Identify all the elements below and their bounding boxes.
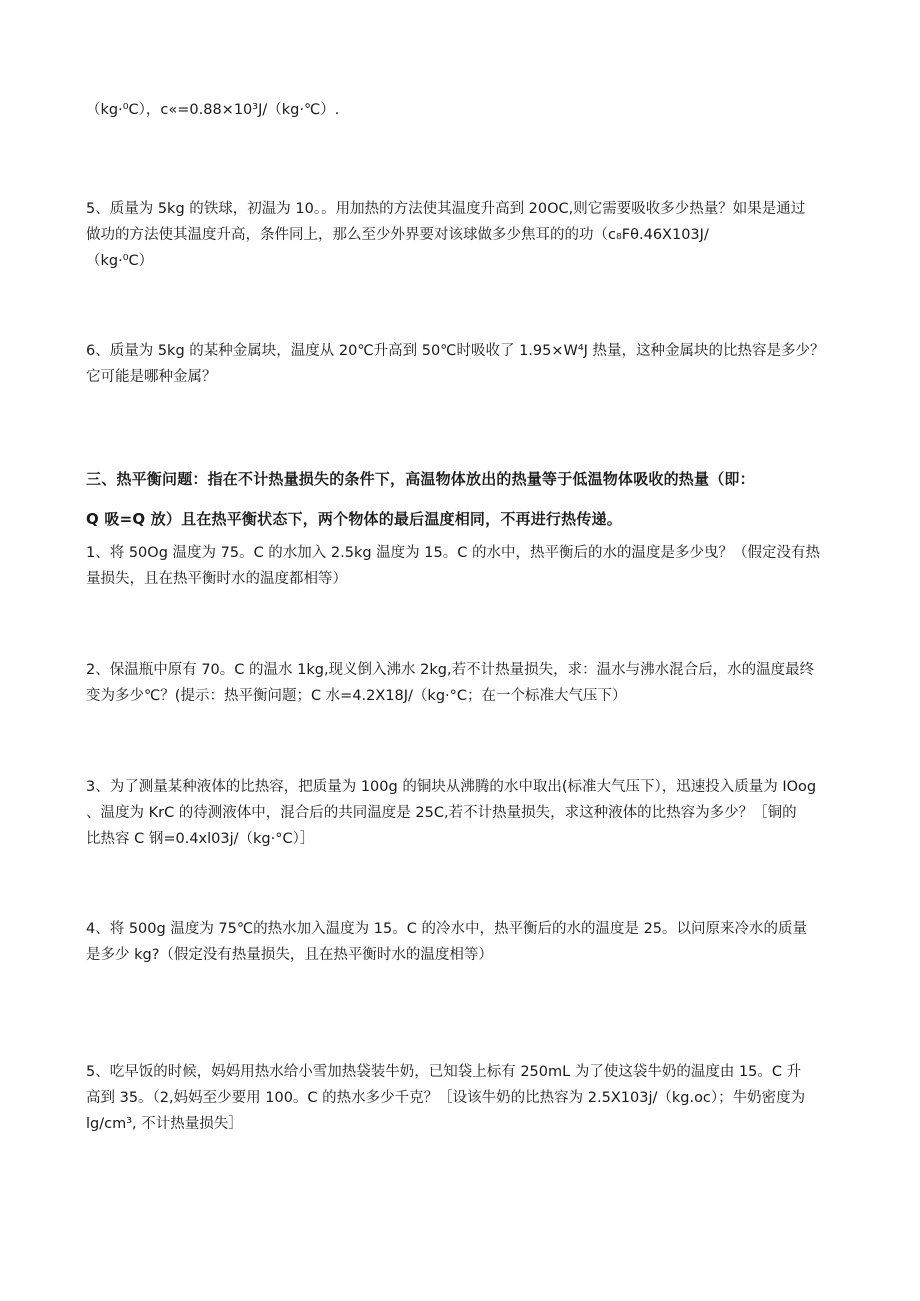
text-line: 高到 35。（2,妈妈至少要用 100。C 的热水多少千克？［设该牛奶的比热容为 2.5X103j∕（kg.oc）；牛奶密度为 (86, 1090, 806, 1106)
section-3-problem-3 (86, 774, 838, 852)
section-3-problem-2 (86, 657, 838, 709)
section-3-problem-5 (86, 1059, 838, 1137)
text-line: 5、吃早饭的时候，妈妈用热水给小雪加热袋装牛奶，已知袋上标有 250mL 为了使这袋牛奶的温度由 15。C 升 (86, 1064, 802, 1080)
text-line: 它可能是哪种金属？ (86, 369, 217, 385)
text-line: 2、保温瓶中原有 70。C 的温水 1kg,现义倒入沸水 2kg,若不计热量损失，求：温水与沸水混合后，水的温度最终 (86, 662, 815, 678)
section-3-problem-4 (86, 916, 838, 968)
text-line: 4、将 500g 温度为 75℃的热水加入温度为 15。C 的冷水中，热平衡后的水的温度是 25。以问原来冷水的质量 (86, 921, 808, 937)
section-3-problem-1 (86, 540, 838, 592)
text-line: 是多少 kg?（假定没有热量损失，且在热平衡时水的温度相等） (86, 947, 493, 963)
text-line: （kg·⁰C） (86, 253, 154, 269)
text-line: （kg·⁰C），c«=0.88×10³J∕（kg·℃）. (86, 102, 340, 118)
text-line: 变为多少℃？(提示：热平衡问题；C 水=4.2X18J/（kg·°C；在一个标准大气压下） (86, 688, 627, 704)
text-line: 1、将 50Og 温度为 75。C 的水加入 2.5kg 温度为 15。C 的水中，热平衡后的水的温度是多少曳？（假定没有热 (86, 545, 820, 561)
text-line: 、温度为 KrC 的待测液体中，混合后的共同温度是 25C,若不计热量损失，求这种液体的比热容为多少？［铜的 (86, 805, 797, 821)
heading-line: Q 吸=Q 放）且在热平衡状态下，两个物体的最后温度相同，不再进行热传递。 (86, 510, 622, 528)
text-line: 量损失，且在热平衡时水的温度都相等） (86, 571, 347, 587)
continuation-paragraph (86, 97, 838, 123)
problem-5-paragraph (86, 196, 838, 274)
text-line: 做功的方法使其温度升高，条件同上，那么至少外界要对该球做多少焦耳的的功（c₈Fθ.46X103J/ (86, 227, 709, 243)
heading-line: 三、热平衡问题：指在不计热量损失的条件下，高温物体放出的热量等于低温物体吸收的热量（即： (86, 470, 755, 488)
problem-6-paragraph (86, 338, 838, 390)
text-line: 6、质量为 5kg 的某种金属块，温度从 20℃升高到 50℃时吸收了 1.95×W⁴J 热量，这种金属块的比热容是多少？ (86, 343, 825, 359)
text-line: lg∕cm³, 不计热量损失］ (86, 1116, 243, 1132)
text-line: 3、为了测量某种液体的比热容，把质量为 100g 的铜块从沸腾的水中取出(标准大气压下），迅速投入质量为 IOog (86, 779, 817, 795)
text-line: 比热容 C 钢=0.4xl03j∕（kg·°C）］ (86, 831, 315, 847)
section-3-heading (86, 459, 838, 539)
text-line: 5、质量为 5kg 的铁球，初温为 10。。用加热的方法使其温度升高到 20OC,则它需要吸收多少热量？如果是通过 (86, 201, 806, 217)
